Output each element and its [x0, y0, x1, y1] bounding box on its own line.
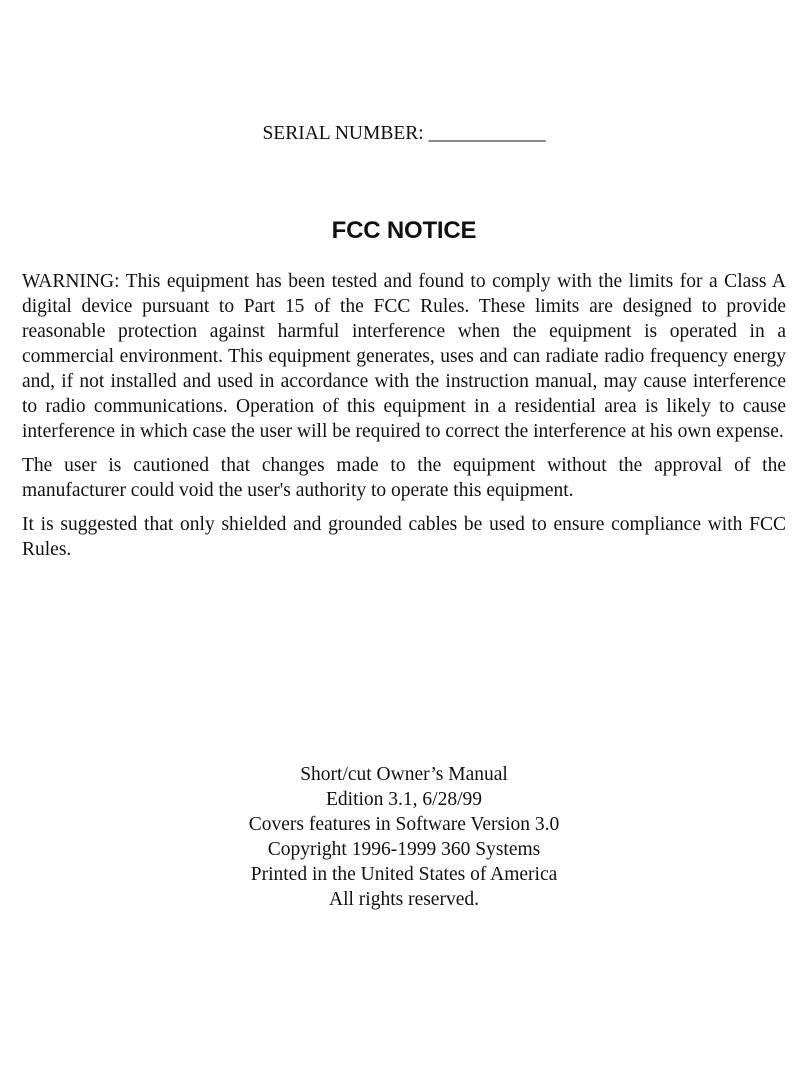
colophon-line-printed: Printed in the United States of America [250, 864, 558, 885]
colophon-line-edition: Edition 3.1, 6/28/99 [326, 789, 482, 810]
cables-paragraph: It is suggested that only shielded and grounded cables be used to ensure compliance with FCC Rules. [22, 514, 786, 560]
serial-number-label: SERIAL NUMBER: [262, 123, 424, 144]
colophon-line-copyright: Copyright 1996-1999 360 Systems [267, 839, 541, 860]
warning-paragraph: WARNING: This equipment has been tested and found to comply with the limits for a Class A digital device pursuant to Part 15 of the FCC Rules. These limits are designed to provide reasonable protection against harmful interference when the equipment is operated in a commercial environment. This equipment generates, uses and can radiate radio frequency energy and, if not installed and used in accordance with the instruction manual, may cause interference to radio communications. Operation of this equipment in a residential area is likely to cause interference in which case the user will be required to correct the interference at his own expense. [22, 271, 786, 442]
serial-number-line [0, 121, 808, 147]
fcc-notice-body [22, 269, 786, 571]
colophon-line-rights: All rights reserved. [328, 889, 479, 910]
colophon-line-manual-title: Short/cut Owner’s Manual [300, 764, 508, 785]
serial-number-blank: ____________ [428, 123, 546, 144]
user-caution-paragraph: The user is cautioned that changes made to the equipment without the approval of the manufacturer could void the user's authority to operate this equipment. [22, 455, 786, 501]
colophon-line-software-version: Covers features in Software Version 3.0 [248, 814, 560, 835]
manual-colophon [0, 762, 808, 912]
page-title: FCC NOTICE [331, 217, 477, 244]
